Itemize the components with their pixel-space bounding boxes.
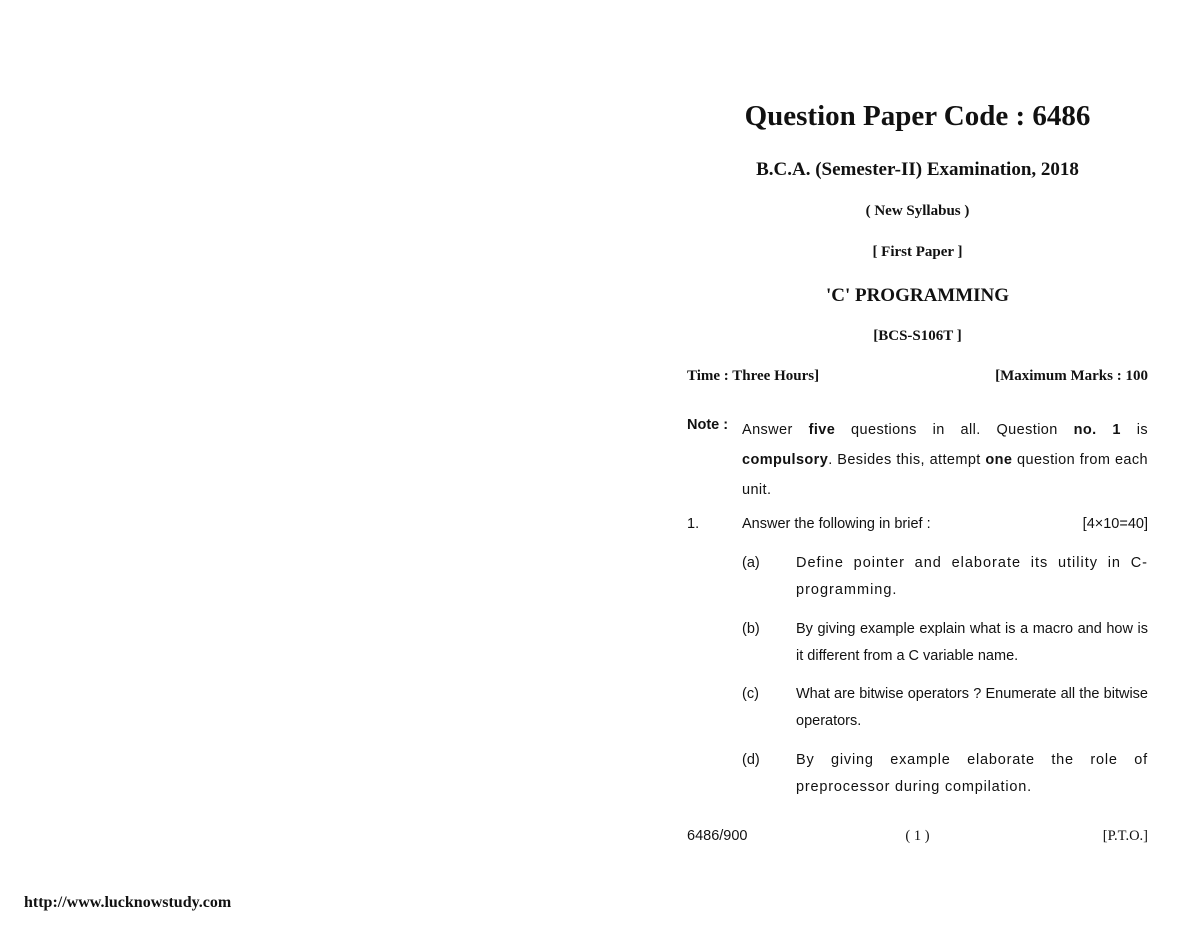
part-label: (a) — [742, 555, 760, 571]
part-label: (b) — [742, 621, 760, 637]
part-text: By giving example elaborate the role of preprocessor during compilation. — [796, 752, 1148, 795]
question-number: 1. — [687, 516, 700, 532]
max-marks-label: [Maximum Marks : 100 — [995, 368, 1148, 384]
part-label: (d) — [742, 752, 760, 768]
source-url: http://www.lucknowstudy.com — [24, 894, 232, 911]
note-bold: compulsory — [742, 452, 829, 468]
part-text: By giving example explain what is a macro and how is it different from a C variable name. — [796, 621, 1148, 664]
page-footer — [687, 828, 1148, 844]
note-label: Note : — [687, 417, 729, 433]
time-marks-row — [687, 368, 1148, 385]
part-text: Define pointer and elaborate its utility in C-programming. — [796, 555, 1148, 598]
note-part: is — [1120, 422, 1148, 438]
footer-code: 6486/900 — [687, 828, 748, 844]
note-part: questions in all. Question — [835, 422, 1074, 438]
syllabus-label: ( New Syllabus ) — [865, 203, 970, 219]
page-number: ( 1 ) — [905, 828, 930, 844]
note-part: . Besides this, attempt — [828, 452, 986, 468]
exam-title: B.C.A. (Semester-II) Examination, 2018 — [756, 159, 1079, 180]
course-code: [BCS-S106T ] — [873, 328, 962, 344]
part-label: (c) — [742, 686, 759, 702]
note-bold: five — [808, 422, 836, 438]
part-text: What are bitwise operators ? Enumerate all the bitwise operators. — [796, 686, 1148, 729]
subject-title: 'C' PROGRAMMING — [825, 285, 1010, 306]
paper-code-title: Question Paper Code : 6486 — [744, 100, 1091, 132]
note-bold: one — [985, 452, 1013, 468]
note-text — [742, 415, 1148, 505]
time-label: Time : Three Hours] — [687, 368, 820, 384]
paper-number: [ First Paper ] — [872, 244, 963, 260]
question-marks: [4×10=40] — [1082, 516, 1148, 532]
note-part: question from each unit. — [742, 452, 1149, 498]
question-text: Answer the following in brief : — [742, 516, 931, 532]
pto-label: [P.T.O.] — [1102, 828, 1148, 844]
note-part: Answer — [742, 422, 809, 438]
note-bold: no. 1 — [1073, 422, 1121, 438]
